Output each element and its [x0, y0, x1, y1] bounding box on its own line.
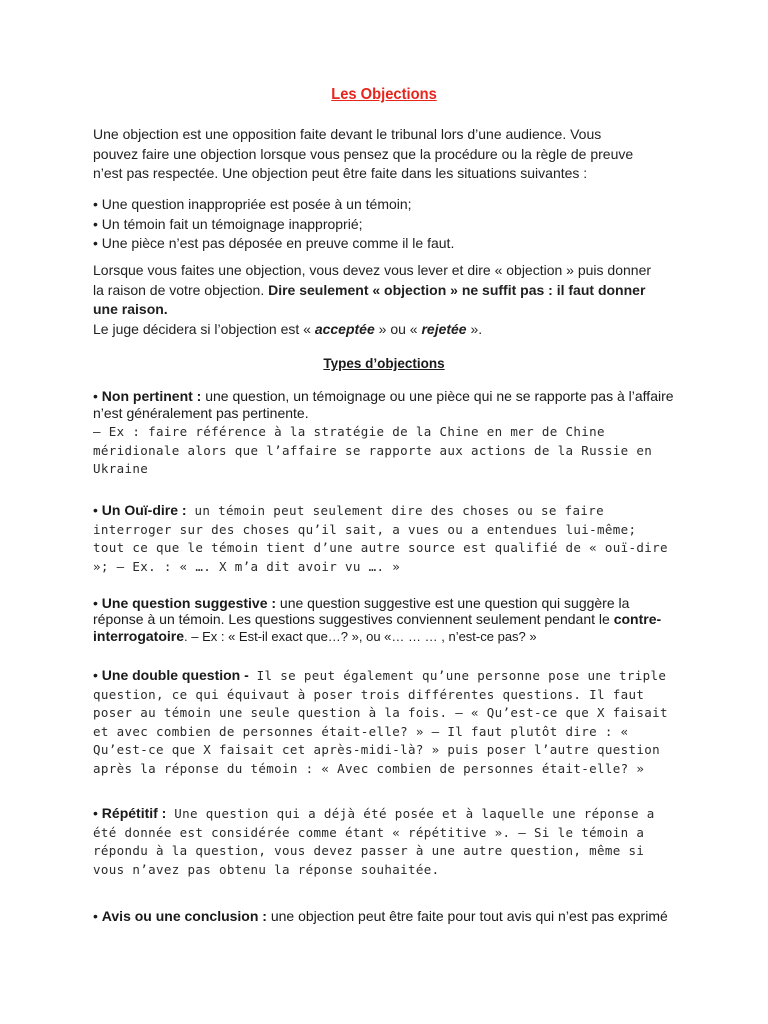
example-line: méridionale alors que l’affaire se rapporte aux actions de la Russie en — [93, 442, 653, 458]
intro-line: n’est pas respectée. Une objection peut être faite dans les situations suivantes : — [93, 165, 588, 182]
procedure-paragraph — [93, 261, 673, 339]
bullet: • — [93, 805, 102, 821]
procedure-line — [93, 281, 673, 301]
objection-label: Répétitif : — [101, 805, 167, 821]
objection-text: n’est généralement pas pertinente. — [93, 404, 309, 421]
objection-text: réponse à un témoin. Les questions suggestives conviennent seulement pendant le — [93, 610, 614, 627]
objection-line — [93, 907, 678, 926]
objection-repetitif — [93, 804, 678, 879]
procedure-text: Le juge décidera si l’objection est « — [93, 320, 315, 337]
section-title: Types d’objections — [323, 356, 445, 371]
objection-text: et avec combien de personnes était-elle? » – Il faut plutôt dire : « — [93, 723, 629, 739]
objection-label: Avis ou une conclusion : — [101, 908, 267, 924]
objection-line — [93, 612, 678, 628]
page-title: Les Objections — [331, 86, 437, 103]
objection-oui-dire — [93, 501, 678, 576]
objection-text: Il se peut également qu’une personne pose une triple — [248, 668, 667, 683]
bullet: • — [93, 502, 102, 518]
intro-line: Une objection est une opposition faite devant le tribunal lors d’une audience. Vous — [93, 126, 602, 142]
objection-double-question — [93, 666, 678, 779]
objection-label: Une double question - — [101, 667, 249, 683]
objection-non-pertinent — [93, 387, 678, 421]
objection-label: Un Ouï-dire : — [101, 502, 187, 518]
intro-paragraph — [93, 125, 673, 184]
objection-text: une question suggestive est une question qui suggère la — [276, 595, 630, 611]
objection-text: après la réponse du témoin : « Avec combien de personnes était-elle? » — [93, 760, 645, 776]
procedure-text: ». — [466, 320, 483, 337]
objection-line — [93, 596, 678, 612]
bullet: • — [93, 908, 102, 924]
objection-line — [93, 627, 678, 646]
list-item: • Une question inappropriée est posée à un témoin; — [93, 196, 412, 212]
example-line: – Ex : faire référence à la stratégie de la Chine en mer de Chine — [93, 424, 605, 439]
example-line: Ukraine — [93, 461, 149, 477]
procedure-emphasis: Dire seulement « objection » ne suffit pas : il faut donner — [268, 281, 646, 298]
bullet: • — [93, 667, 102, 683]
list-item: • Un témoin fait un témoignage inapproprié; — [93, 215, 363, 232]
procedure-line — [93, 300, 673, 320]
objection-text: une objection peut être faite pour tout avis qui n’est pas exprimé — [266, 908, 668, 924]
objection-label: interrogatoire — [93, 628, 185, 644]
objection-line — [93, 501, 678, 521]
procedure-emphasis: une raison. — [93, 301, 168, 318]
objection-label: Une question suggestive : — [101, 595, 277, 611]
objection-line — [93, 666, 678, 686]
objection-text: vous n’avez pas obtenu la réponse souhaitée. — [93, 861, 440, 877]
objection-text: Une question qui a déjà été posée et à laquelle une réponse a — [166, 806, 655, 821]
objection-text: été donnée est considérée comme étant « répétitive ». – Si le témoin a — [93, 824, 645, 840]
procedure-line: Lorsque vous faites une objection, vous devez vous lever et dire « objection » puis donner — [93, 262, 652, 278]
objection-text: un témoin peut seulement dire des choses ou se faire — [186, 503, 604, 518]
list-item: • Une pièce n’est pas déposée en preuve comme il le faut. — [93, 235, 455, 252]
situations-list — [93, 195, 673, 254]
objection-label: contre- — [613, 610, 662, 627]
bullet: • — [93, 595, 102, 611]
objection-text: question, ce qui équivaut à poser trois différentes questions. Il faut — [93, 686, 645, 702]
objection-text: répondu à la question, vous devez passer à une autre question, même si — [93, 843, 645, 859]
objection-text: une question, un témoignage ou une pièce qui ne se rapporte pas à l’affaire — [201, 388, 674, 404]
objection-line — [93, 387, 678, 406]
accepted-term: acceptée — [314, 320, 375, 337]
objection-text: poser au témoin une seule question à la fois. – « Qu’est-ce que X faisait — [93, 705, 668, 721]
objection-label: Non pertinent : — [101, 388, 202, 404]
example-block — [93, 423, 678, 479]
objection-suggestive — [93, 596, 678, 646]
bullet: • — [93, 388, 102, 404]
objection-line — [93, 804, 678, 824]
objection-avis — [93, 907, 678, 926]
objection-text: tout ce que le témoin tient d’une autre source est qualifié de « ouï-dire — [93, 540, 668, 556]
rejected-term: rejetée — [421, 320, 467, 337]
objection-text: »; – Ex. : « …. X m’a dit avoir vu …. » — [93, 558, 401, 574]
procedure-line — [93, 320, 673, 340]
objection-text: Qu’est-ce que X faisait cet après-midi-là? » puis poser l’autre question — [93, 742, 661, 758]
procedure-text: la raison de votre objection. — [93, 281, 269, 298]
intro-line: pouvez faire une objection lorsque vous pensez que la procédure ou la règle de preuve — [93, 145, 634, 162]
procedure-text: » ou « — [374, 320, 422, 337]
objection-text: . – Ex : « Est-il exact que…? », ou «… … … , n’est-ce pas? » — [184, 629, 537, 644]
objection-text: interroger sur des choses qu’il sait, a vues ou a entendues lui-même; — [93, 521, 637, 537]
